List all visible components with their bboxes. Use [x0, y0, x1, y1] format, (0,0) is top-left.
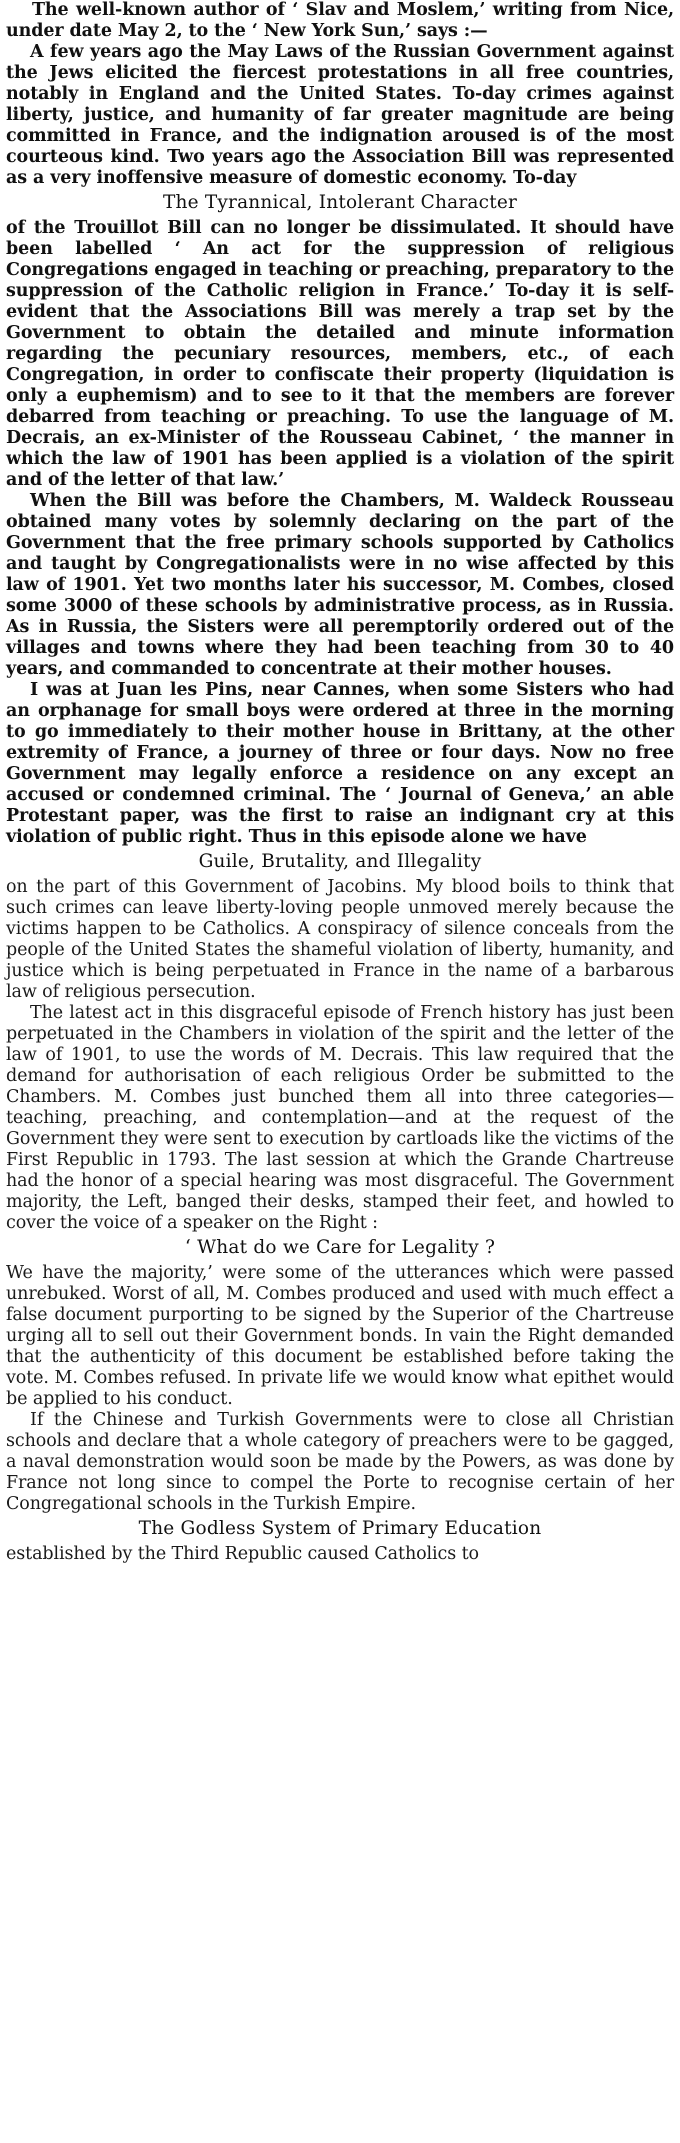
subheading-guile-brutality: Guile, Brutality, and Illegality	[198, 851, 482, 872]
paragraph-latest-act: The latest act in this disgraceful episode of French history has just been perpetuated in the Chambers in violation of the spirit and the letter of the law of 1901, to use the words of M. Decrais. This law required that the demand for authorisation of each religious Order be submitted to the Chambers. M. Combes just bunched them all into three categories—teaching, preaching, and contemplation—and at the request of the Government they were sent to execution by cartloads like the victims of the First Republic in 1793. The last session at which the Grande Chartreuse had the honor of a special hearing was most disgraceful. The Government majority, the Left, banged their desks, stamped their feet, and howled to cover the voice of a speaker on the Right :	[6, 1003, 674, 1233]
article-section-2	[6, 851, 674, 1565]
subheading-godless-system: The Godless System of Primary Education	[138, 1518, 542, 1539]
intro-paragraph: The well-known author of ‘ Slav and Moslem,’ writing from Nice, under date May 2, to the ‘ New York Sun,’ says :—	[6, 0, 674, 41]
paragraph-may-laws: A few years ago the May Laws of the Russian Government against the Jews elicited the fiercest protestations in all free countries, notably in England and the United States. To-day crimes against liberty, justice, and humanity of far greater magnitude are being committed in France, and the indignation aroused is of the most courteous kind. Two years ago the Association Bill was represented as a very inoffensive measure of domestic economy. To-day	[6, 42, 674, 188]
subheading-legality: ‘ What do we Care for Legality ?	[184, 1237, 496, 1258]
article-section-1	[6, 0, 674, 848]
paragraph-juan-les-pins: I was at Juan les Pins, near Cannes, when some Sisters who had an orphanage for small boys were ordered at three in the morning to go immediately to their mother house in Brittany, at the other extremity of France, a journey of three or four days. Now no free Government may legally enforce a residence on any except an accused or condemned criminal. The ‘ Journal of Geneva,’ an able Protestant paper, was the first to raise an indignant cry at this violation of public right. Thus in this episode alone we have	[6, 680, 674, 847]
paragraph-majority: We have the majority,’ were some of the utterances which were passed unrebuked. Worst of all, M. Combes produced and used with much effect a false document purporting to be signed by the Superior of the Chartreuse urging all to sell out their Government bonds. In vain the Right demanded that the authenticity of this document be established before taking the vote. M. Combes refused. In private life we would know what epithet would be applied to his conduct.	[6, 1263, 674, 1409]
paragraph-waldeck-rousseau: When the Bill was before the Chambers, M. Waldeck Rousseau obtained many votes by solemnly declaring on the part of the Government that the free primary schools supported by Catholics and taught by Congregationalists were in no wise affected by this law of 1901. Yet two months later his successor, M. Combes, closed some 3000 of these schools by administrative process, as in Russia. As in Russia, the Sisters were all peremptorily ordered out of the villages and towns where they had been teaching from 30 to 40 years, and commanded to concentrate at their mother houses.	[6, 491, 674, 679]
paragraph-third-republic: established by the Third Republic caused Catholics to	[6, 1544, 479, 1564]
paragraph-chinese-turkish: If the Chinese and Turkish Governments were to close all Christian schools and declare that a whole category of preachers were to be gagged, a naval demonstration would soon be made by the Powers, as was done by France not long since to compel the Porte to recognise certain of her Congregational schools in the Turkish Empire.	[6, 1410, 674, 1514]
paragraph-trouillot-bill: of the Trouillot Bill can no longer be dissimulated. It should have been labelled ‘ An act for the suppression of religious Congregations engaged in teaching or preaching, preparatory to the suppression of the Catholic religion in France.’ To-day it is self-evident that the Associations Bill was merely a trap set by the Government to obtain the detailed and minute information regarding the pecuniary resources, members, etc., of each Congregation, in order to confiscate their property (liquidation is only a euphemism) and to see to it that the members are forever debarred from teaching or preaching. To use the language of M. Decrais, an ex-Minister of the Rousseau Cabinet, ‘ the manner in which the law of 1901 has been applied is a violation of the spirit and of the letter of that law.’	[6, 218, 674, 490]
subheading-tyrannical-character: The Tyrannical, Intolerant Character	[162, 192, 518, 213]
paragraph-jacobins: on the part of this Government of Jacobins. My blood boils to think that such crimes can leave liberty-loving people unmoved merely because the victims happen to be Catholics. A conspiracy of silence conceals from the people of the United States the shameful violation of liberty, humanity, and justice which is being perpetuated in France in the name of a barbarous law of religious persecution.	[6, 877, 674, 1002]
